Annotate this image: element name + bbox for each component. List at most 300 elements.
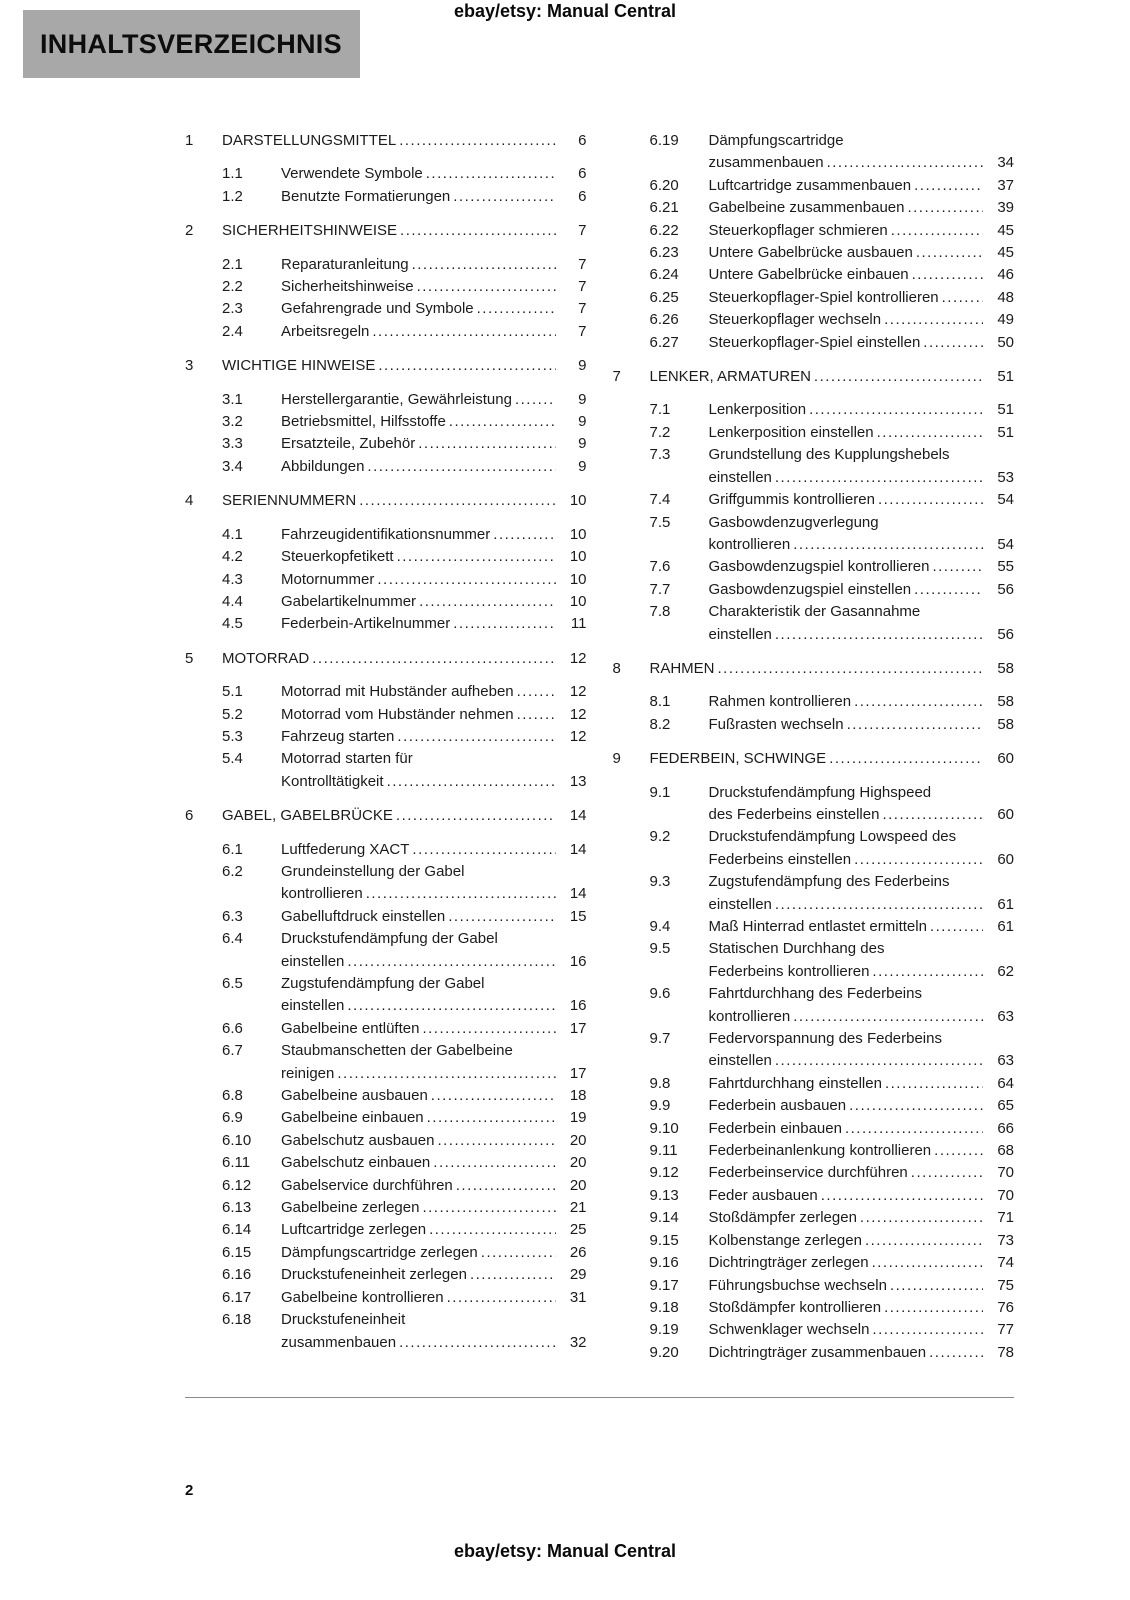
toc-entry-page: 17: [569, 1019, 587, 1037]
toc-entry-page: 14: [569, 885, 587, 903]
footer-banner: ebay/etsy: Manual Central: [453, 1541, 677, 1561]
toc-entry-label: Fahrtdurchhang einstellen: [708, 1074, 882, 1092]
toc-entry-body: [222, 490, 587, 512]
toc-entry-page: 45: [997, 221, 1014, 239]
toc-entry-tail: [222, 648, 587, 670]
toc-entry-number: 7.6: [649, 558, 671, 576]
toc-entry-number: 9.3: [649, 873, 671, 891]
toc-entry-label: Gabelartikelnummer: [281, 592, 417, 610]
toc-entry-tail: [709, 220, 1015, 242]
toc-entry-label: Fahrtdurchhang des Federbeins: [708, 985, 922, 1003]
toc-entry-label: Gabelbeine ausbauen: [281, 1087, 428, 1105]
toc-entry-number: 9: [612, 750, 621, 768]
toc-entry-label: Gabelschutz ausbauen: [281, 1131, 435, 1149]
toc-entry-number: 9.17: [649, 1276, 679, 1294]
toc-entry-page: 11: [570, 615, 587, 633]
dot-leader: [517, 704, 556, 726]
toc-entry: [185, 1242, 587, 1264]
dot-leader: [477, 298, 556, 320]
toc-entry-label: Gabelbeine zusammenbauen: [708, 199, 905, 217]
toc-entry-tail: [709, 1207, 1015, 1229]
toc-entry-body: [281, 1242, 587, 1264]
toc-entry-body: [709, 938, 1015, 983]
toc-entry-number: 6.23: [649, 244, 679, 262]
toc-entry: [613, 1342, 1015, 1364]
toc-entry-label: Druckstufendämpfung Lowspeed des: [708, 828, 957, 846]
toc-entry-number: 9.6: [649, 985, 671, 1003]
toc-entry-body: [222, 648, 587, 670]
dot-leader: [312, 648, 555, 670]
toc-entry-label: LENKER, ARMATUREN: [649, 368, 811, 386]
toc-entry-body: [709, 601, 1015, 646]
toc-entry-tail: [281, 1287, 587, 1309]
toc-entry-label: Ersatzteile, Zubehör: [281, 435, 416, 453]
toc-entry-page: 39: [997, 199, 1014, 217]
dot-leader: [447, 1287, 556, 1309]
toc-entry-number: 6.10: [222, 1131, 252, 1149]
toc-entry-label: Fußrasten wechseln: [708, 715, 844, 733]
toc-entry-page: 75: [997, 1276, 1014, 1294]
toc-entry-page: 26: [569, 1243, 587, 1261]
dot-leader: [493, 524, 555, 546]
toc-entry-label: Führungsbuchse wechseln: [708, 1276, 887, 1294]
toc-entry-tail: [281, 1085, 587, 1107]
dot-leader: [396, 805, 556, 827]
toc-entry-number: 9.2: [649, 828, 671, 846]
toc-entry-body: [709, 782, 1015, 827]
toc-entry-body: [281, 1219, 587, 1241]
toc-entry: [613, 983, 1015, 1028]
toc-entry-label: einstellen: [708, 1052, 772, 1070]
toc-entry-page: 17: [569, 1064, 587, 1082]
dot-leader: [809, 399, 983, 421]
toc-entry-body: [709, 220, 1015, 242]
toc-entry-tail: [709, 1006, 1015, 1028]
toc-entry-number: 9.14: [649, 1209, 679, 1227]
toc-entry: [613, 1140, 1015, 1162]
toc-entry: [185, 1309, 587, 1354]
toc-entry: [185, 456, 587, 478]
toc-entry: [613, 1095, 1015, 1117]
toc-entry-tail: [281, 771, 587, 793]
toc-entry-number: 6.12: [222, 1176, 252, 1194]
toc-entry-label: Schwenklager wechseln: [708, 1321, 870, 1339]
toc-entry-tail: [709, 1095, 1015, 1117]
toc-entry-number: 3.2: [222, 413, 243, 431]
toc-entry-body: [709, 556, 1015, 578]
toc-entry-page: 10: [569, 592, 587, 610]
toc-entry-page: 9: [578, 390, 587, 408]
toc-entry-body: [709, 826, 1015, 871]
toc-entry-number: 9.20: [649, 1343, 679, 1361]
table-of-contents: [185, 130, 1014, 1364]
toc-entry-label: RAHMEN: [649, 659, 715, 677]
toc-entry-body: [709, 1073, 1015, 1095]
toc-entry-tail: [709, 534, 1015, 556]
toc-entry-body: [709, 399, 1015, 421]
toc-entry: [613, 264, 1015, 286]
toc-entry: [185, 1175, 587, 1197]
dot-leader: [429, 1219, 555, 1241]
toc-entry-label: Druckstufeneinheit zerlegen: [281, 1266, 467, 1284]
toc-entry-label: Luftfederung XACT: [281, 840, 410, 858]
toc-entry-label: einstellen: [708, 468, 772, 486]
dot-leader: [872, 961, 983, 983]
toc-entry-label: Abbildungen: [281, 457, 365, 475]
toc-entry: [185, 1130, 587, 1152]
toc-entry-tail: [709, 849, 1015, 871]
toc-entry-label: Steuerkopflager schmieren: [708, 221, 888, 239]
dot-leader: [845, 1118, 983, 1140]
toc-entry-label: Gabelschutz einbauen: [281, 1154, 431, 1172]
dot-leader: [877, 422, 983, 444]
page-number: 2: [185, 1482, 194, 1499]
toc-entry: [613, 1028, 1015, 1073]
dot-leader: [775, 624, 983, 646]
toc-entry-number: 6.2: [222, 862, 243, 880]
toc-entry-page: 20: [569, 1131, 587, 1149]
toc-entry-body: [281, 254, 587, 276]
toc-entry-label: Charakteristik der Gasannahme: [708, 603, 921, 621]
dot-leader: [399, 1332, 555, 1354]
toc-entry-page: 46: [997, 266, 1014, 284]
toc-entry-label: Fahrzeugidentifikationsnummer: [281, 525, 491, 543]
page-title-block: [23, 10, 360, 78]
toc-entry-body: [709, 871, 1015, 916]
toc-entry-label: Druckstufendämpfung der Gabel: [281, 930, 498, 948]
toc-entry-tail: [709, 691, 1015, 713]
dot-leader: [814, 366, 983, 388]
toc-entry-tail: [709, 804, 1015, 826]
toc-entry-body: [281, 411, 587, 433]
dot-leader: [854, 691, 983, 713]
toc-entry: [613, 748, 1015, 770]
toc-entry-label: Motorrad vom Hubständer nehmen: [281, 705, 514, 723]
toc-entry-label: Sicherheitshinweise: [281, 278, 414, 296]
toc-entry-page: 34: [997, 154, 1014, 172]
toc-entry: [613, 1319, 1015, 1341]
toc-entry-label: zusammenbauen: [708, 154, 824, 172]
dot-leader: [872, 1252, 983, 1274]
toc-entry-body: [281, 839, 587, 861]
dot-leader: [891, 220, 983, 242]
toc-entry-page: 54: [997, 535, 1014, 553]
toc-entry-number: 7: [612, 368, 621, 386]
toc-entry-label: Steuerkopflager-Spiel kontrollieren: [708, 288, 939, 306]
toc-entry-label: Federbeinanlenkung kontrollieren: [708, 1142, 932, 1160]
toc-entry-label: kontrollieren: [281, 885, 363, 903]
toc-entry-tail: [281, 839, 587, 861]
toc-entry-body: [709, 983, 1015, 1028]
dot-leader: [911, 1162, 983, 1184]
toc-entry-number: 9.18: [649, 1298, 679, 1316]
dot-leader: [426, 163, 556, 185]
toc-entry-body: [281, 186, 587, 208]
dot-leader: [860, 1207, 983, 1229]
toc-entry-number: 9.5: [649, 940, 671, 958]
toc-entry: [185, 1152, 587, 1174]
dot-leader: [914, 175, 983, 197]
toc-entry-label: Steuerkopflager wechseln: [708, 311, 882, 329]
toc-entry-number: 2.1: [222, 255, 243, 273]
toc-entry: [185, 355, 587, 377]
toc-entry-page: 6: [578, 132, 587, 149]
toc-entry-number: 7.7: [649, 580, 671, 598]
toc-entry-body: [281, 928, 587, 973]
toc-entry-tail: [222, 220, 587, 242]
toc-entry: [613, 309, 1015, 331]
dot-leader: [884, 1297, 983, 1319]
toc-entry-label: Gabelbeine einbauen: [281, 1109, 424, 1127]
dot-leader: [885, 1073, 983, 1095]
toc-entry-tail: [650, 748, 1015, 770]
toc-entry-label: des Federbeins einstellen: [708, 805, 880, 823]
toc-entry-body: [709, 489, 1015, 511]
toc-entry-body: [709, 1095, 1015, 1117]
toc-entry-number: 6.22: [649, 221, 679, 239]
toc-entry: [185, 613, 587, 635]
toc-entry-page: 58: [997, 659, 1014, 677]
toc-entry-page: 78: [997, 1343, 1014, 1361]
toc-entry-label: Gasbowdenzugspiel kontrollieren: [708, 558, 930, 576]
dot-leader: [417, 276, 556, 298]
toc-entry-label: FEDERBEIN, SCHWINGE: [649, 750, 827, 768]
toc-entry-tail: [709, 264, 1015, 286]
toc-entry-body: [222, 220, 587, 242]
dot-leader: [775, 1050, 983, 1072]
toc-entry-page: 25: [569, 1221, 587, 1239]
toc-entry-label: Gasbowdenzugverlegung: [708, 513, 879, 531]
toc-entry-page: 7: [578, 255, 587, 273]
toc-entry-body: [709, 1140, 1015, 1162]
toc-entry: [613, 579, 1015, 601]
toc-entry-label: Motorrad mit Hubständer aufheben: [281, 683, 514, 701]
toc-entry-label: reinigen: [281, 1064, 335, 1082]
toc-entry-body: [709, 1207, 1015, 1229]
toc-entry-tail: [222, 805, 587, 827]
toc-entry-body: [281, 1264, 587, 1286]
toc-entry-tail: [281, 524, 587, 546]
toc-entry-tail: [709, 1185, 1015, 1207]
toc-entry-body: [281, 163, 587, 185]
toc-entry-tail: [281, 163, 587, 185]
toc-entry-number: 7.5: [649, 513, 671, 531]
toc-entry-page: 16: [569, 997, 587, 1015]
toc-entry-tail: [650, 658, 1015, 680]
toc-entry: [613, 1297, 1015, 1319]
toc-entry: [613, 1275, 1015, 1297]
toc-entry-number: 2.2: [222, 278, 243, 296]
toc-entry-page: 9: [578, 413, 587, 431]
toc-entry-tail: [709, 175, 1015, 197]
toc-entry-number: 6.19: [649, 132, 679, 149]
toc-entry-body: [281, 524, 587, 546]
dot-leader: [872, 1319, 983, 1341]
toc-entry-number: 9.11: [649, 1142, 678, 1160]
toc-entry-label: Dämpfungscartridge: [708, 132, 844, 149]
toc-entry-body: [281, 1130, 587, 1152]
toc-entry-label: Untere Gabelbrücke ausbauen: [708, 244, 913, 262]
toc-entry-number: 6.1: [222, 840, 243, 858]
toc-entry-tail: [709, 287, 1015, 309]
toc-entry-body: [281, 973, 587, 1018]
toc-entry-body: [709, 1297, 1015, 1319]
toc-entry-label: Stoßdämpfer zerlegen: [708, 1209, 857, 1227]
dot-leader: [515, 389, 556, 411]
toc-entry-page: 29: [569, 1266, 587, 1284]
toc-entry-number: 5.3: [222, 727, 243, 745]
toc-entry-body: [650, 658, 1015, 680]
toc-entry-body: [281, 1107, 587, 1129]
toc-entry: [185, 726, 587, 748]
toc-entry: [613, 242, 1015, 264]
toc-entry: [185, 321, 587, 343]
toc-entry-label: Federbeins kontrollieren: [708, 962, 870, 980]
toc-entry-body: [709, 512, 1015, 557]
toc-entry-label: Motornummer: [281, 570, 375, 588]
toc-entry-number: 3: [185, 357, 194, 375]
toc-entry-page: 16: [569, 952, 587, 970]
dot-leader: [878, 489, 983, 511]
toc-entry-tail: [281, 1130, 587, 1152]
toc-entry-label: Reparaturanleitung: [281, 255, 409, 273]
toc-entry: [185, 433, 587, 455]
toc-entry-tail: [222, 355, 587, 377]
toc-entry-tail: [281, 298, 587, 320]
toc-entry-tail: [709, 961, 1015, 983]
toc-entry-tail: [281, 704, 587, 726]
toc-entry-page: 51: [997, 368, 1014, 386]
toc-entry-page: 51: [997, 423, 1014, 441]
dot-leader: [372, 321, 555, 343]
toc-entry-tail: [709, 579, 1015, 601]
dot-leader: [456, 1175, 556, 1197]
toc-entry-number: 7.3: [649, 446, 671, 464]
toc-entry: [613, 175, 1015, 197]
toc-entry-body: [281, 726, 587, 748]
toc-entry-page: 48: [997, 288, 1014, 306]
toc-entry-page: 18: [569, 1087, 587, 1105]
toc-entry-label: Steuerkopflager-Spiel einstellen: [708, 333, 921, 351]
toc-entry-label: SERIENNUMMERN: [222, 492, 357, 510]
toc-entry-label: Stoßdämpfer kontrollieren: [708, 1298, 882, 1316]
toc-entry-body: [709, 1028, 1015, 1073]
toc-entry-tail: [281, 1219, 587, 1241]
toc-entry-tail: [281, 681, 587, 703]
toc-entry-page: 6: [578, 165, 587, 183]
toc-entry-page: 60: [997, 805, 1014, 823]
dot-leader: [934, 1140, 983, 1162]
dot-leader: [827, 152, 983, 174]
toc-entry-number: 4.5: [222, 615, 243, 633]
toc-entry-body: [709, 916, 1015, 938]
toc-entry-tail: [281, 1242, 587, 1264]
toc-entry-body: [709, 309, 1015, 331]
toc-entry: [613, 287, 1015, 309]
toc-entry-body: [281, 1040, 587, 1085]
toc-entry-number: 6.15: [222, 1243, 252, 1261]
toc-entry-label: SICHERHEITSHINWEISE: [222, 222, 398, 240]
toc-entry-label: einstellen: [708, 895, 772, 913]
toc-entry-body: [709, 1319, 1015, 1341]
toc-entry-body: [709, 444, 1015, 489]
dot-leader: [912, 264, 983, 286]
dot-leader: [854, 849, 983, 871]
toc-entry-label: Dämpfungscartridge zerlegen: [281, 1243, 478, 1261]
toc-entry-page: 56: [997, 625, 1014, 643]
dot-leader: [453, 613, 555, 635]
toc-entry-body: [222, 130, 587, 152]
toc-entry-page: 60: [997, 750, 1014, 768]
toc-entry: [185, 591, 587, 613]
dot-leader: [849, 1095, 983, 1117]
toc-entry-label: Betriebsmittel, Hilfsstoffe: [281, 413, 446, 431]
toc-entry-body: [650, 748, 1015, 770]
toc-entry-body: [709, 175, 1015, 197]
toc-entry-label: DARSTELLUNGSMITTEL: [222, 132, 397, 149]
toc-entry-tail: [281, 321, 587, 343]
toc-entry: [185, 1219, 587, 1241]
toc-entry-label: Kontrolltätigkeit: [281, 772, 384, 790]
dot-leader: [884, 309, 983, 331]
toc-column-left: [185, 130, 587, 1364]
toc-entry-page: 31: [569, 1288, 587, 1306]
toc-entry-tail: [281, 569, 587, 591]
dot-leader: [378, 355, 555, 377]
toc-entry-page: 13: [569, 772, 587, 790]
dot-leader: [367, 456, 555, 478]
toc-entry-page: 54: [997, 491, 1014, 509]
toc-entry-page: 76: [997, 1298, 1014, 1316]
toc-entry-page: 10: [569, 492, 587, 510]
toc-entry-body: [281, 456, 587, 478]
toc-entry-body: [709, 332, 1015, 354]
dot-leader: [775, 467, 983, 489]
toc-entry-body: [281, 1309, 587, 1354]
toc-entry: [185, 973, 587, 1018]
toc-entry: [613, 916, 1015, 938]
toc-entry-tail: [709, 714, 1015, 736]
dot-leader: [890, 1275, 983, 1297]
toc-entry-label: WICHTIGE HINWEISE: [222, 357, 376, 375]
toc-entry-tail: [281, 389, 587, 411]
toc-entry-tail: [709, 309, 1015, 331]
dot-leader: [914, 579, 983, 601]
toc-entry-body: [222, 805, 587, 827]
toc-entry: [185, 1287, 587, 1309]
toc-entry-number: 5.1: [222, 683, 243, 701]
toc-entry-tail: [281, 883, 587, 905]
toc-entry-tail: [281, 276, 587, 298]
toc-entry-number: 3.3: [222, 435, 243, 453]
toc-entry-tail: [281, 906, 587, 928]
dot-leader: [470, 1264, 556, 1286]
toc-entry-number: 9.12: [649, 1164, 679, 1182]
toc-entry-number: 1.2: [222, 187, 243, 205]
toc-entry-page: 68: [997, 1142, 1014, 1160]
toc-entry-page: 62: [997, 962, 1014, 980]
toc-entry-number: 2.3: [222, 300, 243, 318]
dot-leader: [422, 1018, 555, 1040]
toc-entry-label: Federbeinservice durchführen: [708, 1164, 908, 1182]
toc-entry-page: 9: [578, 457, 587, 475]
toc-entry-body: [281, 704, 587, 726]
toc-entry: [613, 1185, 1015, 1207]
dot-leader: [932, 556, 983, 578]
toc-entry-number: 8: [612, 659, 621, 677]
toc-entry-number: 9.19: [649, 1321, 679, 1339]
toc-entry-tail: [709, 332, 1015, 354]
